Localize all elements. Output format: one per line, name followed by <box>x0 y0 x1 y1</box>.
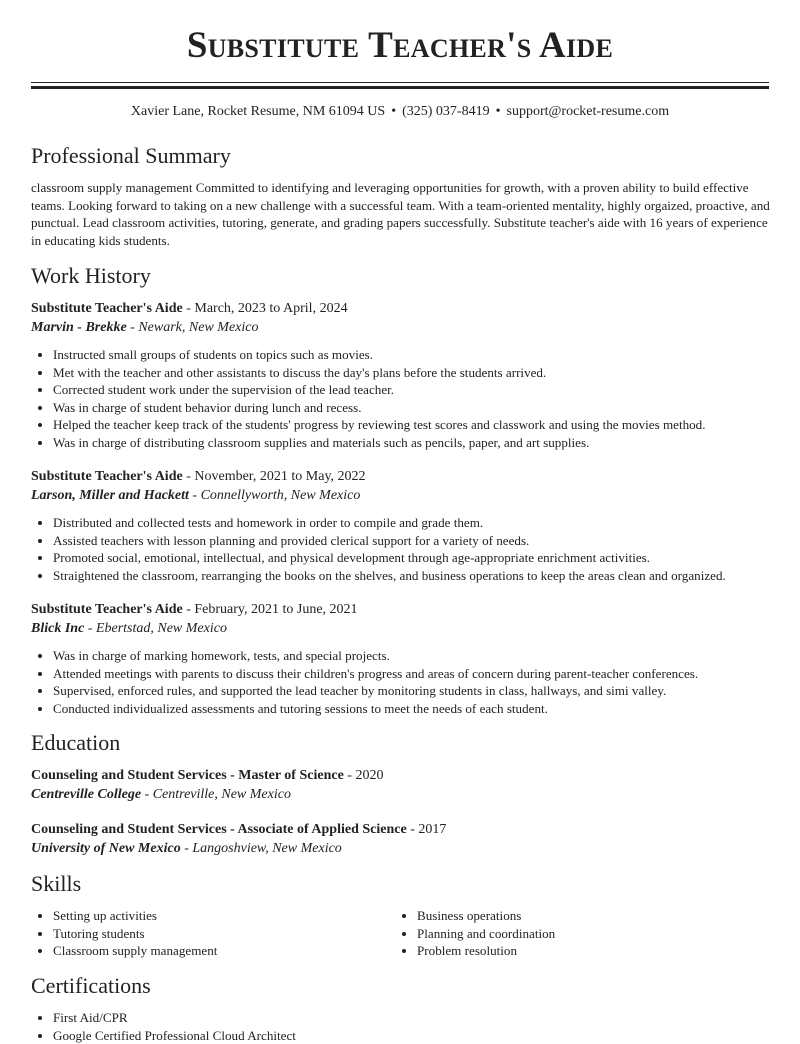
job-company: Marvin - Brekke <box>31 320 127 335</box>
candidate-name: Substitute Teacher's Aide <box>186 25 614 66</box>
list-item: • Assisted teachers with lesson planning and provided clerical support for a variety of needs. <box>53 532 726 550</box>
school-line <box>31 787 291 803</box>
skills-list-right <box>395 907 555 960</box>
certification-item: • First Aid/CPR <box>53 1009 296 1027</box>
school: Centreville College <box>31 787 142 802</box>
job-dates: - February, 2021 to June, 2021 <box>182 602 358 617</box>
skill-item: • Setting up activities <box>53 907 217 925</box>
certification-item: • Google Certified Professional Cloud Architect <box>53 1027 296 1044</box>
job-dates: - March, 2023 to April, 2024 <box>182 301 348 316</box>
degree: Counseling and Student Services - Master of Science <box>31 768 344 783</box>
skill-item: • Classroom supply management <box>53 942 217 960</box>
list-item: • Conducted individualized assessments and tutoring sessions to meet the needs of each student. <box>53 700 698 718</box>
job-title: Substitute Teacher's Aide <box>31 301 183 316</box>
skill-item: • Planning and coordination <box>417 925 555 943</box>
job-location: - Connellyworth, New Mexico <box>188 488 361 503</box>
job-location: - Newark, New Mexico <box>126 320 259 335</box>
contact-email: support@rocket-resume.com <box>506 104 670 119</box>
degree: Counseling and Student Services - Associate of Applied Science <box>31 822 407 837</box>
degree-line <box>31 768 383 784</box>
list-item: • Was in charge of distributing classroom supplies and materials such as pencils, paper, and art supplies. <box>53 434 706 452</box>
degree-year: - 2020 <box>343 768 384 783</box>
job-title: Substitute Teacher's Aide <box>31 469 183 484</box>
skills-heading: Skills <box>31 871 82 896</box>
list-item: • Corrected student work under the supervision of the lead teacher. <box>53 381 706 399</box>
skill-item: • Problem resolution <box>417 942 555 960</box>
list-item: • Promoted social, emotional, intellectual, and physical development through age-appropriate enrichment activities. <box>53 549 726 567</box>
school: University of New Mexico <box>31 841 181 856</box>
list-item: • Attended meetings with parents to discuss their children's progress and areas of concern during parent-teacher conferences. <box>53 665 698 683</box>
skills-list-left <box>31 907 217 960</box>
job-title-line <box>31 301 348 317</box>
list-item: • Helped the teacher keep track of the students' progress by reviewing test scores and classwork and using the movies method. <box>53 416 706 434</box>
job-title-line <box>31 602 358 618</box>
list-item: • Met with the teacher and other assistants to discuss the day's plans before the students arrived. <box>53 364 706 382</box>
header-rule-thick <box>31 86 769 89</box>
job-title-line <box>31 469 366 485</box>
work-history-heading: Work History <box>31 263 151 288</box>
job-employer-line <box>31 320 258 336</box>
bullet-separator: • <box>495 104 501 119</box>
job-company: Larson, Miller and Hackett <box>31 488 189 503</box>
list-item: • Was in charge of student behavior during lunch and recess. <box>53 399 706 417</box>
list-item: • Straightened the classroom, rearranging the books on the shelves, and business operations to keep the areas clean and organized. <box>53 567 726 585</box>
list-item: • Distributed and collected tests and homework in order to compile and grade them. <box>53 514 726 532</box>
job-dates: - November, 2021 to May, 2022 <box>182 469 366 484</box>
job-bullets <box>31 647 698 717</box>
school-line <box>31 841 342 857</box>
education-heading: Education <box>31 730 121 755</box>
job-company: Blick Inc <box>31 621 85 636</box>
list-item: • Instructed small groups of students on topics such as movies. <box>53 346 706 364</box>
job-title: Substitute Teacher's Aide <box>31 602 183 617</box>
summary-heading: Professional Summary <box>31 143 231 168</box>
job-bullets <box>31 346 706 452</box>
job-location: - Ebertstad, New Mexico <box>84 621 227 636</box>
school-location: - Langoshview, New Mexico <box>180 841 342 856</box>
summary-text: classroom supply management Committed to identifying and leveraging opportunities for growth, with a proven ability to build effective teams. Looking forward to taking on a new challenge with a successful team. With a team-oriented mentality, highly orgaized, proactive, and punctual. Lead classroom activities, tutoring, generate, and grading papers successfully. Substitute teacher's aide with 16 years of experience in educating kids students. <box>31 180 770 249</box>
contact-phone: (325) 037-8419 <box>402 104 490 119</box>
skill-item: • Tutoring students <box>53 925 217 943</box>
contact-line <box>0 104 800 120</box>
school-location: - Centreville, New Mexico <box>141 787 291 802</box>
certifications-list <box>31 1009 296 1044</box>
skill-item: • Business operations <box>417 907 555 925</box>
bullet-separator: • <box>391 104 397 119</box>
degree-line <box>31 822 446 838</box>
list-item: • Was in charge of marking homework, tests, and special projects. <box>53 647 698 665</box>
list-item: • Supervised, enforced rules, and supported the lead teacher by monitoring students in class, hallways, and simi valley. <box>53 682 698 700</box>
contact-address: Xavier Lane, Rocket Resume, NM 61094 US <box>130 104 386 119</box>
job-employer-line <box>31 488 360 504</box>
job-employer-line <box>31 621 227 637</box>
degree-year: - 2017 <box>406 822 447 837</box>
certifications-heading: Certifications <box>31 973 151 998</box>
header-rule-thin <box>31 82 769 83</box>
job-bullets <box>31 514 726 584</box>
